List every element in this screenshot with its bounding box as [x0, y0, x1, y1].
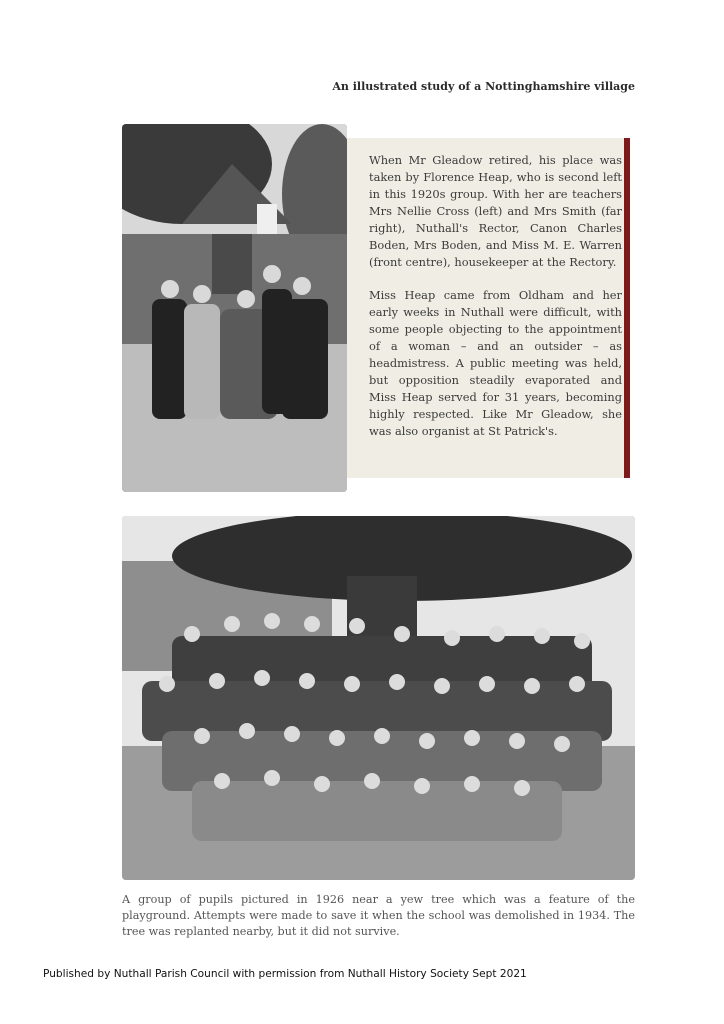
teachers-group-photo: [122, 124, 347, 492]
description-panel: [347, 138, 630, 478]
page-header: An illustrated study of a Nottinghamshire village: [332, 80, 635, 93]
pupils-photo-caption: A group of pupils pictured in 1926 near a yew tree which was a feature of the playground. Attempts were made to save it when the school was demolished in 1934. The tree was replanted nearby, but it did not survive.: [122, 893, 635, 938]
description-paragraph-2: Miss Heap came from Oldham and her early weeks in Nuthall were difficult, with some people objecting to the appointment of a woman – and an outsider – as headmistress. A public meeting was held, but opposition steadily evaporated and Miss Heap served for 31 years, becoming highly respected. Like Mr Gleadow, she was also organist at St Patrick's.: [369, 288, 622, 438]
publisher-footer: Published by Nuthall Parish Council with permission from Nuthall History Society Sept 2021: [43, 968, 527, 980]
description-paragraph-1: When Mr Gleadow retired, his place was taken by Florence Heap, who is second left in this 1920s group. With her are teachers Mrs Nellie Cross (left) and Mrs Smith (far right), Nuthall's Rector, Canon Charles Boden, Mrs Boden, and Miss M. E. Warren (front centre), housekeeper at the Rectory.: [369, 153, 622, 269]
pupils-group-photo: [122, 516, 635, 880]
